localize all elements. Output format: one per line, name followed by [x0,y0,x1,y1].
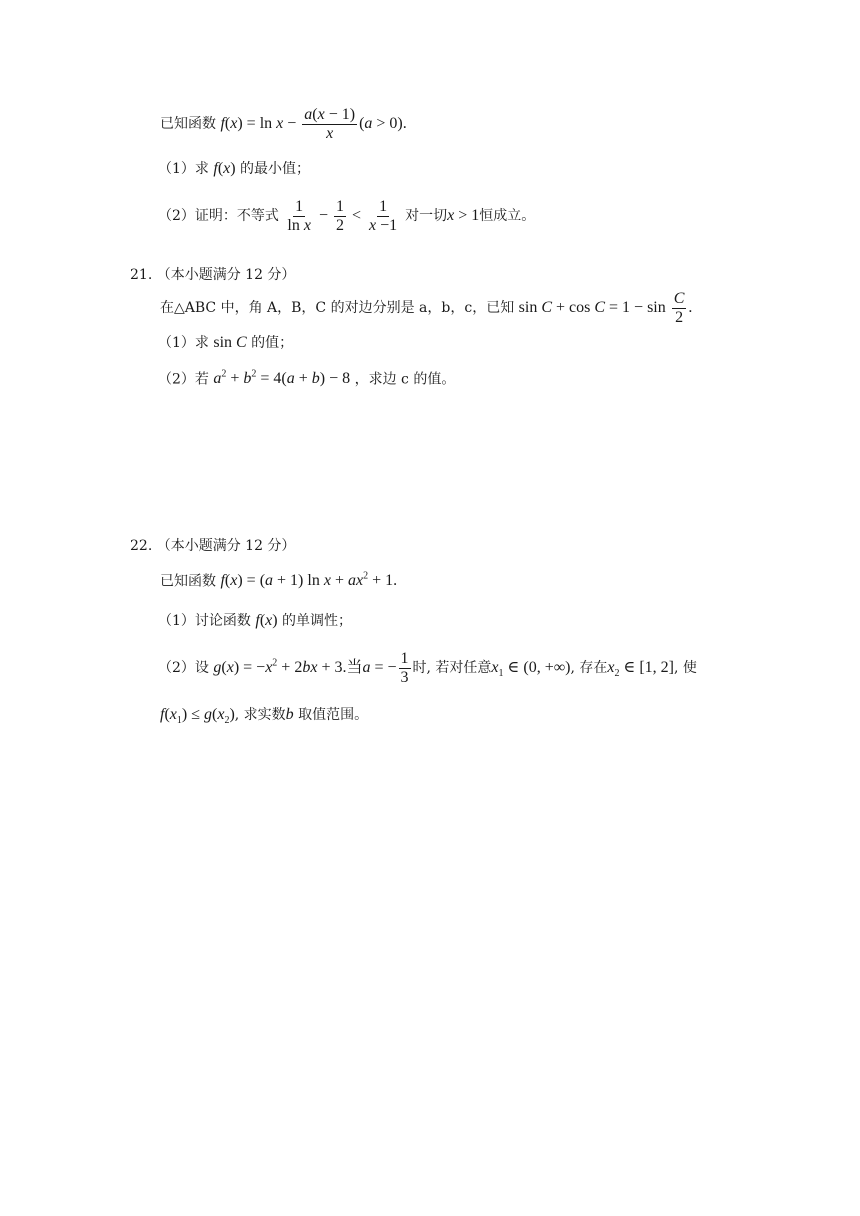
p21-question-1: （1）求 sin C 的值； [158,334,294,351]
p22-header: 22. （本小题满分 12 分） [130,538,296,554]
p22-question-1: （1）讨论函数 f(x) 的单调性； [158,612,353,629]
p22-function-definition: 已知函数 f(x) = (a + 1) $\ln x + ax^2 + 1$. [160,571,398,590]
p20-inequality: $\frac{1}{\text{ln x}}$ − $\frac{1}{2}$ < $\frac{1}{x -1}$ [287,198,398,234]
p22-formula: f(x) = (a + 1) $\ln x + ax^2 + 1$. [220,571,398,590]
p22-question-2: （2）设 $g(x) = -x^2 + 2bx + 3$.当a = − $\frac{1}{3}$ 时, 若对任意$x_1$ ∈ (0, +∞), 存在$x_2$ ∈ [1, 2], 使 [158,650,697,686]
p20-function-definition: 已知函数 f(x) = ln x − $\frac{a(x - 1)}{x}$ (a > 0). [160,106,407,142]
p21-header: 21. （本小题满分 12 分） [130,267,296,283]
p21-intro: 在△ABC 中，角 A，B，C 的对边分别是 a，b，c，已知 sin C + cos C = 1 − sin $\frac{C}{2}$ . [160,290,693,326]
p20-question-2: （2）证明：不等式 $\frac{1}{\text{ln x}}$ − $\frac{1}{2}$ < $\frac{1}{x -1}$ 对一切x > 1恒成立。 [158,198,536,234]
p22-question-2-continued: $f(x_1) \le g(x_2)$, 求实数b 取值范围。 [160,706,369,727]
p21-formula: sin C + cos C = 1 − sin $\frac{C}{2}$ . [518,290,693,326]
p20-formula: f(x) = ln x − $\frac{a(x - 1)}{x}$ (a > 0). [220,106,407,142]
p20-question-1: （1）求 f(x) 的最小值； [158,160,311,177]
p21-question-2: （2）若 $a^2 + b^2 = 4(a + b) - 8$ ，求边 c 的值。 [158,369,456,388]
